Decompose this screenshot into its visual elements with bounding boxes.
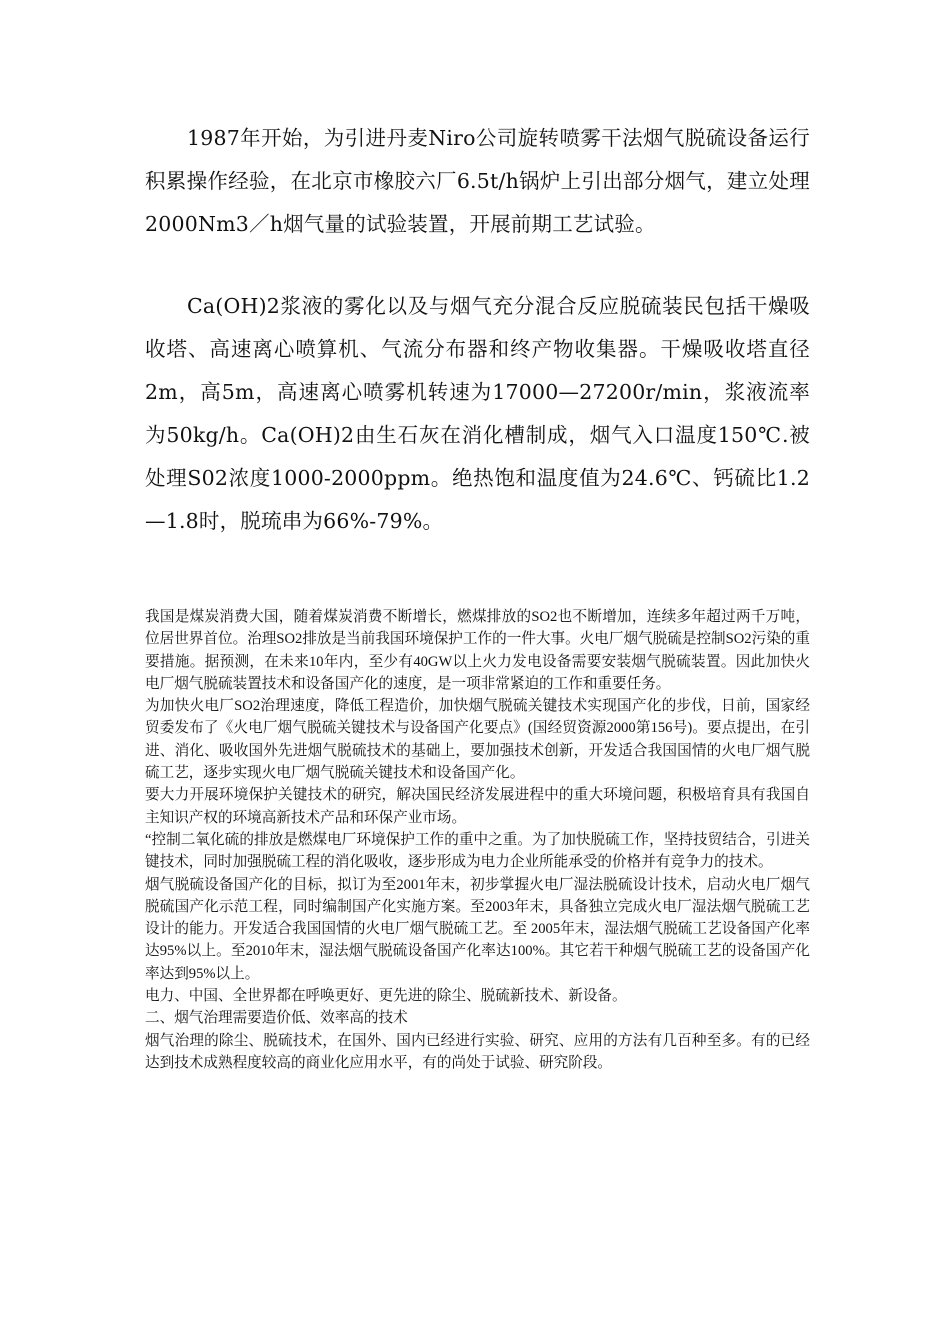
paragraph: 为加快火电厂SO2治理速度，降低工程造价，加快烟气脱硫关键技术实现国产化的步伐，日前，国家经贸委发布了《火电厂烟气脱硫关键技术与设备国产化要点》(国经贸资源2000第156号)。要点提出，在引进、消化、吸收国外先进烟气脱硫技术的基础上，要加强技术创新，开发适合我国国情的火电厂烟气脱硫工艺，逐步实现火电厂烟气脱硫关键技术和设备国产化。 (145, 698, 810, 782)
paragraph-niro-test (145, 117, 810, 246)
paragraph-text: 1987年开始，为引进丹麦Niro公司旋转喷雾干法烟气脱硫设备运行积累操作经验，在北京市橡胶六厂6.5t/h锅炉上引出部分烟气，建立处理2000Nm3／h烟气量的试验装置，开展前期工艺试验。 (145, 126, 810, 236)
paragraph-slurry-atomization (145, 285, 810, 543)
paragraph: 烟气治理的除尘、脱硫技术，在国外、国内已经进行实验、研究、应用的方法有几百种至多。有的已经达到技术成熟程度较高的商业化应用水平，有的尚处于试验、研究阶段。 (145, 1032, 810, 1071)
paragraph: “控制二氧化硫的排放是燃煤电厂环境保护工作的重中之重。为了加快脱硫工作，坚持技贸结合，引进关键技术，同时加强脱硫工程的消化吸收，逐步形成为电力企业所能承受的价格并有竞争力的技术。 (145, 831, 810, 871)
body-text-block (145, 606, 810, 1074)
paragraph: 烟气脱硫设备国产化的目标，拟订为至2001年末，初步掌握火电厂湿法脱硫设计技术，启动火电厂烟气脱硫国产化示范工程，同时编制国产化实施方案。至2003年末，具备独立完成火电厂湿法烟气脱硫工艺设计的能力。开发适合我国国情的火电厂烟气脱硫工艺。至 2005年末，湿法烟气脱硫工艺设备国产化率达95%以上。至2010年末，湿法烟气脱硫设备国产化率达100%。其它若干种烟气脱硫工艺的设备国产化率达到95%以上。 (145, 876, 810, 982)
paragraph: 我国是煤炭消费大国，随着煤炭消费不断增长，燃煤排放的SO2也不断增加，连续多年超过两千万吨，位居世界首位。治理SO2排放是当前我国环境保护工作的一件大事。火电厂烟气脱硫是控制SO2污染的重要措施。据预测，在未来10年内，至少有40GW以上火力发电设备需要安装烟气脱硫装置。因此加快火电厂烟气脱硫装置技术和设备国产化的速度，是一项非常紧迫的工作和重要任务。 (145, 609, 810, 692)
section-heading: 二、烟气治理需要造价低、效率高的技术 (145, 1010, 408, 1027)
paragraph: 电力、中国、全世界都在呼唤更好、更先进的除尘、脱硫新技术、新设备。 (145, 988, 627, 1005)
paragraph-text: Ca(OH)2浆液的雾化以及与烟气充分混合反应脱硫装民包括干燥吸收塔、高速离心喷算机、气流分布器和终产物收集器。干燥吸收塔直径2m，高5m，高速离心喷雾机转速为17000—27200r/min，浆液流率为50kg/h。Ca(OH)2由生石灰在消化槽制成，烟气入口温度150℃.被处理S02浓度1000-2000ppm。绝热饱和温度值为24.6℃、钙硫比1.2—1.8时，脱琉串为66%-79%。 (145, 294, 810, 533)
paragraph: 要大力开展环境保护关键技术的研究，解决国民经济发展进程中的重大环境问题，积极培育具有我国自主知识产权的环境高新技术产品和环保产业市场。 (145, 787, 810, 826)
